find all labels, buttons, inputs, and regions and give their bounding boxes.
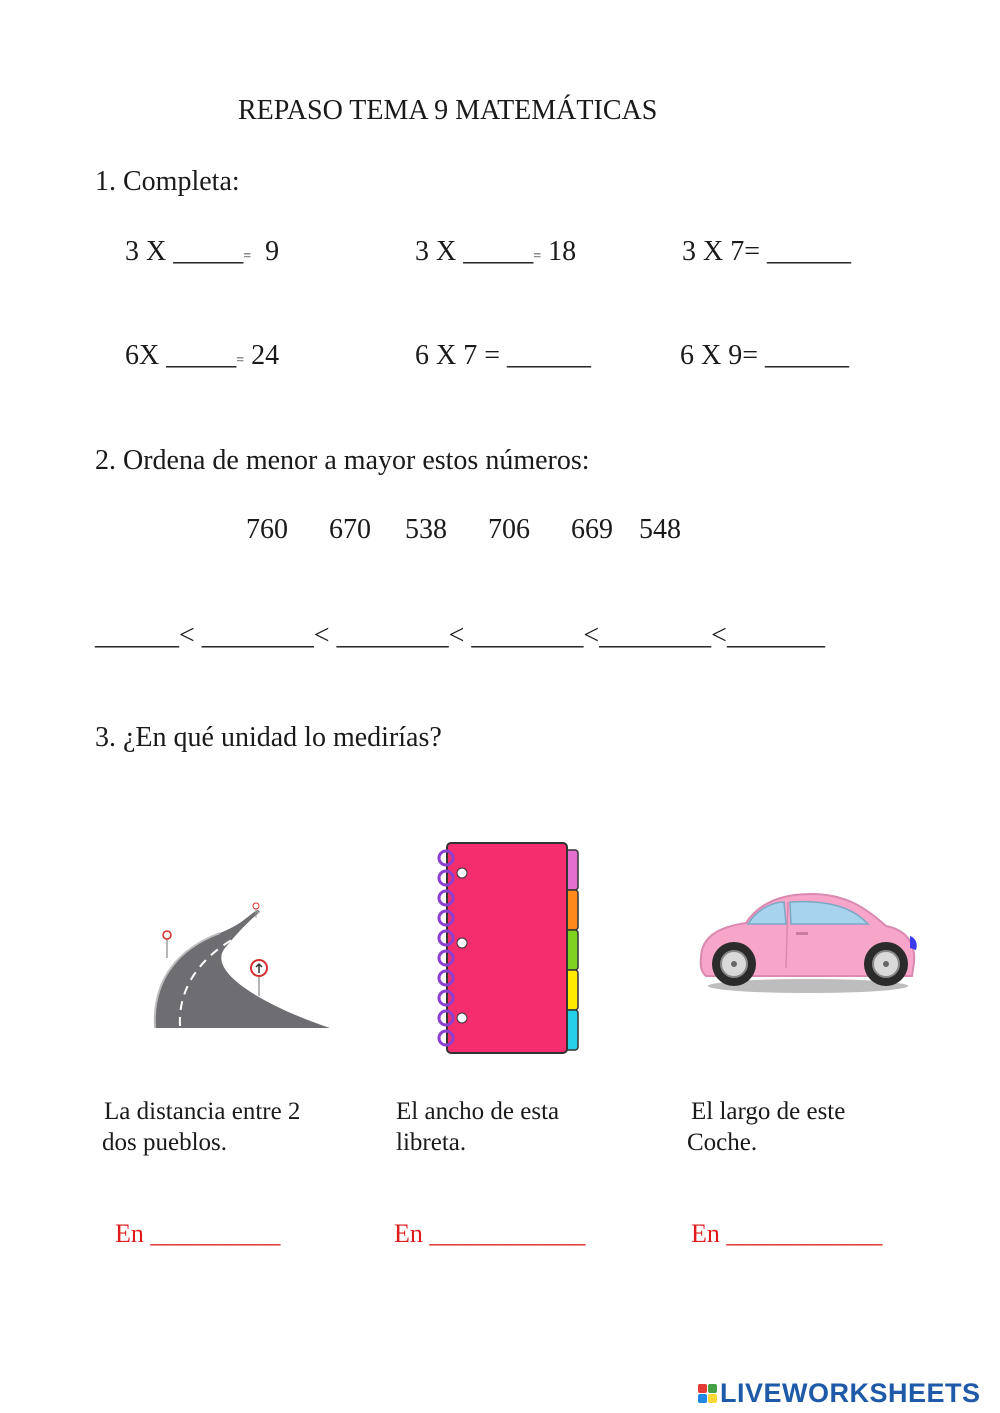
car-icon: [696, 888, 921, 998]
section-1-heading: 1. Completa:: [95, 166, 240, 197]
caption-notebook-line1: El ancho de esta: [396, 1098, 560, 1125]
logo-text: LIVEWORKSHEETS: [720, 1378, 981, 1408]
page-title: REPASO TEMA 9 MATEMÁTICAS: [238, 95, 658, 126]
number-706: 706: [488, 514, 530, 545]
section-3-heading: 3. ¿En qué unidad lo medirías?: [95, 722, 442, 753]
answer-car[interactable]: En ____________: [691, 1219, 883, 1248]
equation-3x7: 3 X 7= ______: [682, 236, 852, 267]
liveworksheets-logo: [698, 1378, 981, 1409]
caption-road-line2: dos pueblos.: [102, 1129, 227, 1156]
caption-car-line2: Coche.: [687, 1129, 758, 1156]
equation-3x-9: 3 X _____= 9: [125, 236, 280, 267]
caption-car-line1: El largo de este: [691, 1098, 846, 1125]
number-669: 669: [571, 514, 613, 545]
caption-road-line1: La distancia entre 2: [104, 1098, 301, 1125]
equation-6x9: 6 X 9= ______: [680, 340, 850, 371]
equation-3x-18: 3 X _____= 18: [415, 236, 577, 267]
number-670: 670: [329, 514, 371, 545]
caption-notebook-line2: libreta.: [396, 1129, 467, 1156]
answer-notebook[interactable]: En ____________: [394, 1219, 586, 1248]
road-icon: [150, 898, 335, 1033]
order-answer-line[interactable]: ______< ________< ________< ________<________<_______: [95, 620, 825, 651]
notebook-icon: [432, 840, 582, 1060]
answer-road[interactable]: En __________: [115, 1219, 281, 1248]
equation-6x7: 6 X 7 = ______: [415, 340, 592, 371]
section-2-heading: 2. Ordena de menor a mayor estos números:: [95, 445, 590, 476]
number-548: 548: [639, 514, 681, 545]
logo-mark-icon: [698, 1384, 717, 1403]
number-538: 538: [405, 514, 447, 545]
equation-6x-24: 6X _____= 24: [125, 340, 280, 371]
number-760: 760: [246, 514, 288, 545]
